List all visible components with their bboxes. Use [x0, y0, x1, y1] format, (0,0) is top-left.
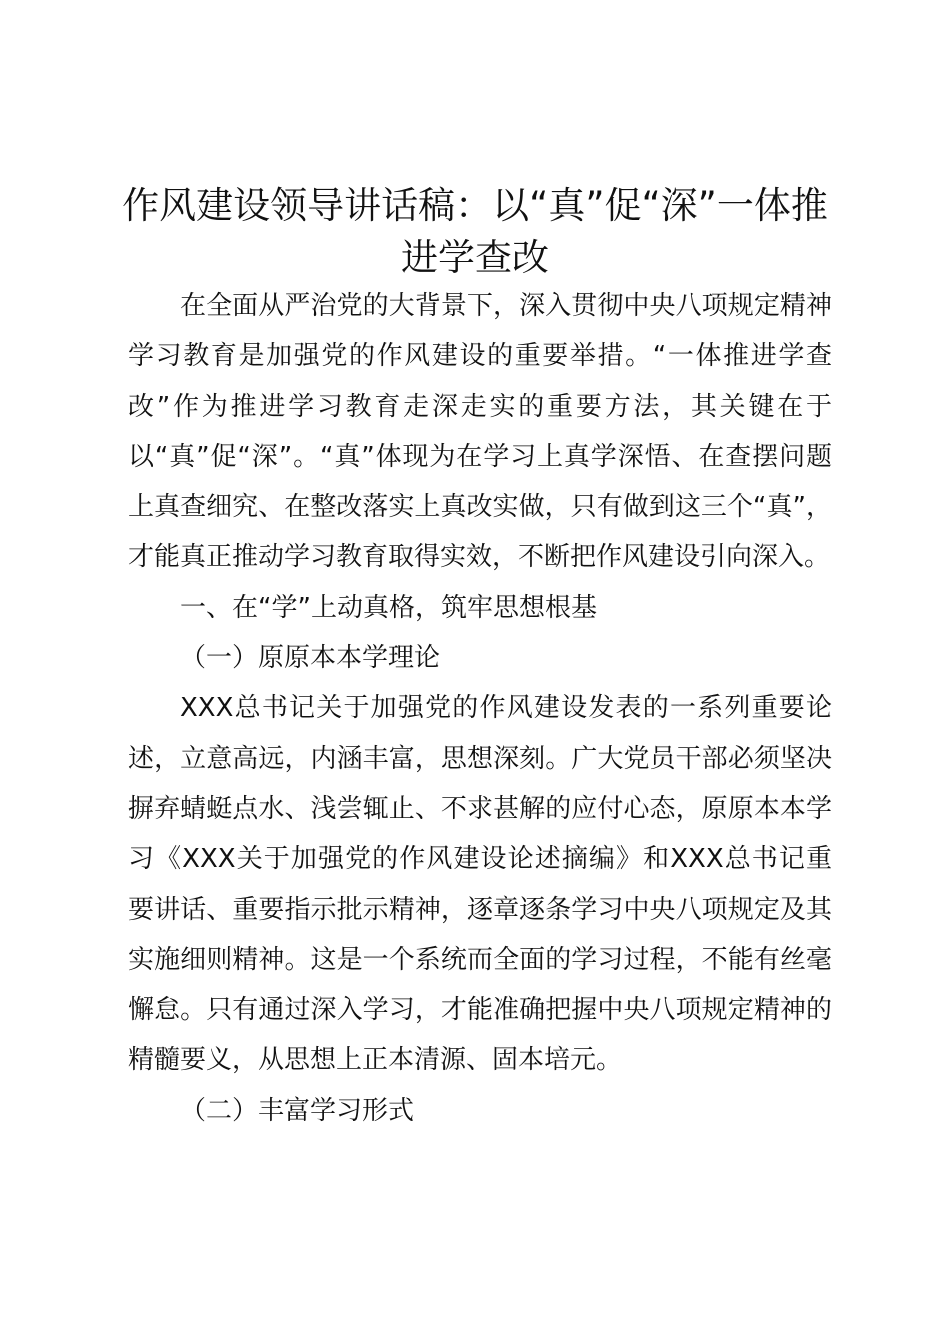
subsection-heading-2: （二）丰富学习形式	[180, 1095, 415, 1126]
intro-paragraph: 在全面从严治党的大背景下，深入贯彻中央八项规定精神学习教育是加强党的作风建设的重要举措。“一体推进学查改”作为推进学习教育走深走实的重要方法，其关键在于以“真”促“深”。“真”体现为在学习上真学深悟、在查摆问题上真查细究、在整改落实上真改实做，只有做到这三个“真”，才能真正推动学习教育取得实效，不断把作风建设引向深入。	[128, 291, 832, 573]
section-heading-1: 一、在“学”上动真格，筑牢思想根基	[180, 592, 597, 623]
subsection-heading-1: （一）原原本本学理论	[180, 643, 441, 674]
subsection-1-paragraph: XXX总书记关于加强党的作风建设发表的一系列重要论述，立意高远，内涵丰富，思想深刻。广大党员干部必须坚决摒弃蜻蜓点水、浅尝辄止、不求甚解的应付心态，原原本本学习《XXX关于加强党的作风建设论述摘编》和XXX总书记重要讲话、重要指示批示精神，逐章逐条学习中央八项规定及其实施细则精神。这是一个系统而全面的学习过程，不能有丝毫懈怠。只有通过深入学习，才能准确把握中央八项规定精神的精髓要义，从思想上正本清源、固本培元。	[128, 693, 832, 1076]
document-title: 作风建设领导讲话稿：以“真”促“深”一体推进学查改	[122, 184, 828, 279]
document-body	[128, 281, 832, 1136]
